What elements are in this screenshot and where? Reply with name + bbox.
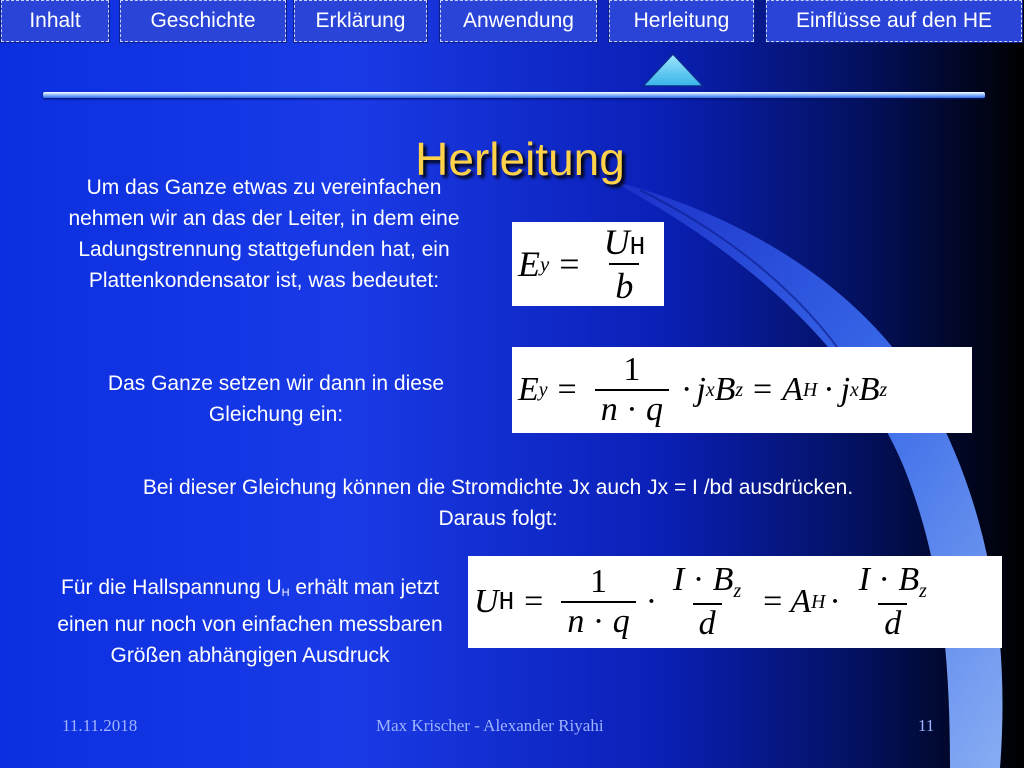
footer-page-number: 11 [918,716,935,735]
slide-title: Herleitung [415,133,625,185]
formula-ey-ah-jx-bz: E y = $\frac{1}{n \cdot q}$ · j x B z = A H · j x B z [512,347,972,433]
active-nav-indicator-icon [641,52,705,88]
footer-authors: Max Krischer - Alexander Riyahi [376,716,604,735]
paragraph-current-density: Bei dieser Gleichung können die Stromdichte Jx auch Jx = I /bd ausdrücken. Daraus folgt: [142,476,854,530]
hall-text-pre: Für die Hallspannung U [61,576,282,599]
paragraph-plate-capacitor: Um das Ganze etwas zu vereinfachen nehmen wir an das der Leiter, in dem eine Ladungstrennung stattgefunden hat, ein Plattenkondensator ist, was bedeutet: [68,176,460,292]
nav-inhalt-button[interactable]: Inhalt [1,0,109,42]
paragraph-hall-voltage [40,572,460,671]
nav-erklaerung-button[interactable]: Erklärung [294,0,427,42]
nav-anwendung-button[interactable]: Anwendung [440,0,597,42]
formula-uh-hall-voltage: U H = $\frac{1}{n \cdot q}$ · $\frac{I \cdot B_z}{d}$ = A H · $\frac{I \cdot B_z}{d}$ [468,556,1002,648]
nav-geschichte-button[interactable]: Geschichte [120,0,286,42]
footer-date: 11.11.2018 [62,716,138,735]
hall-text-post: erhält man jetzt einen nur noch von einfachen messbaren Größen abhängigen Ausdruck [57,576,443,667]
header-divider [43,92,985,98]
paragraph-insert-equation: Das Ganze setzen wir dann in diese Gleichung ein: [107,372,445,426]
hall-text-subscript: H [281,587,290,599]
nav-einfluesse-button[interactable]: Einflüsse auf den HE [766,0,1022,42]
top-navigation [0,0,1024,44]
formula-ey-uh-b: E y = $\frac{UH}{b}$ [512,222,664,306]
nav-herleitung-button[interactable]: Herleitung [609,0,754,42]
